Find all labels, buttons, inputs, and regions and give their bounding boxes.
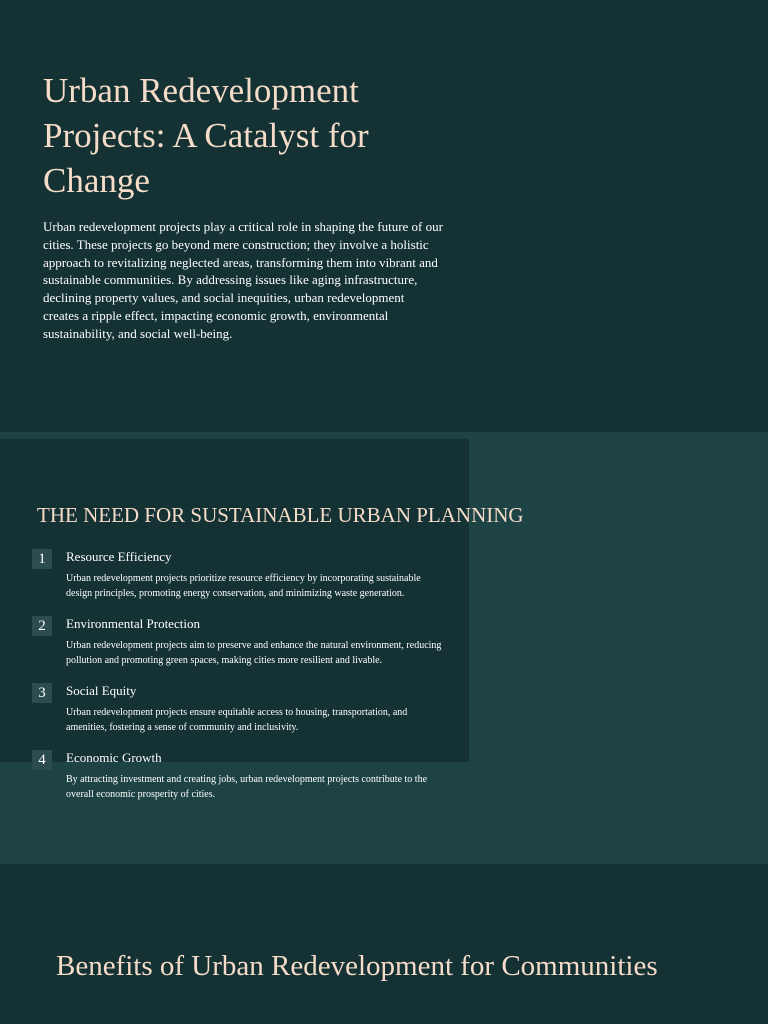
- item-title: Social Equity: [66, 683, 137, 698]
- item-description: By attracting investment and creating jobs, urban redevelopment projects contribute to the overall economic prosperity of cities.: [66, 774, 428, 800]
- item-title: Economic Growth: [66, 750, 162, 765]
- intro-paragraph: Urban redevelopment projects play a critical role in shaping the future of our cities. These projects go beyond mere construction; they involve a holistic approach to revitalizing neglected areas, transforming them into vibrant and sustainable communities. By addressing issues like aging infrastructure, declining property values, and social inequities, urban redevelopment creates a ripple effect, impacting economic growth, environmental sustainability, and social well-being.: [43, 219, 443, 341]
- number-badge: 1: [32, 549, 52, 569]
- item-description: Urban redevelopment projects ensure equitable access to housing, transportation, and amenities, fostering a sense of community and inclusivity.: [66, 707, 408, 733]
- item-title: Environmental Protection: [66, 616, 200, 631]
- number-badge: 2: [32, 616, 52, 636]
- page-title: Urban Redevelopment Projects: A Catalyst for Change: [43, 71, 369, 200]
- item-description: Urban redevelopment projects prioritize resource efficiency by incorporating sustainable design principles, promoting energy conservation, and minimizing waste generation.: [66, 573, 421, 599]
- item-title: Resource Efficiency: [66, 549, 172, 564]
- number-badge: 3: [32, 683, 52, 703]
- benefits-heading: Benefits of Urban Redevelopment for Communities: [56, 950, 658, 982]
- hero-section: [0, 0, 768, 432]
- item-description: Urban redevelopment projects aim to preserve and enhance the natural environment, reducing pollution and promoting green spaces, making cities more resilient and livable.: [66, 640, 442, 666]
- planning-heading: THE NEED FOR SUSTAINABLE URBAN PLANNING: [37, 503, 524, 527]
- number-badge: 4: [32, 750, 52, 770]
